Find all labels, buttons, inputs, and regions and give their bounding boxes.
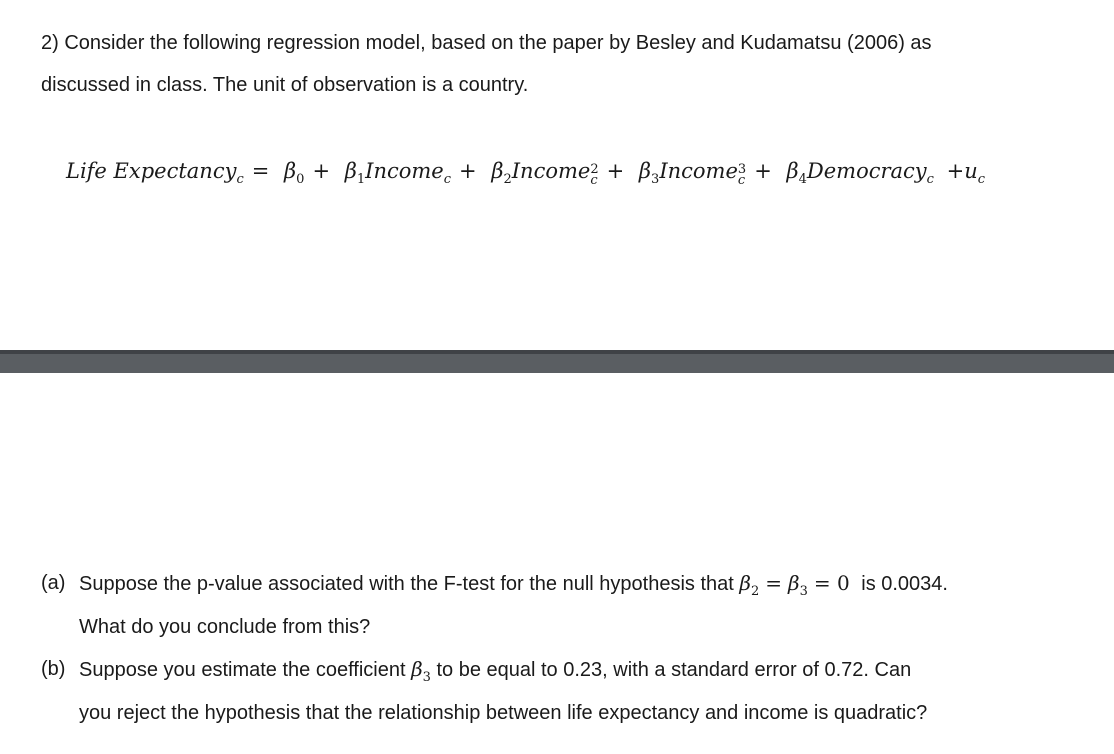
equation-lhs-subscript: c — [236, 172, 244, 188]
part-b-text-start: Suppose you estimate the coefficient — [79, 659, 412, 681]
plus-sign: + — [754, 159, 772, 183]
income-squared-subscript: c — [590, 173, 598, 188]
beta-4-subscript: 4 — [798, 172, 807, 188]
page-break-divider — [0, 350, 1114, 373]
income-term: Income — [365, 159, 444, 183]
democracy-term-subscript: c — [926, 172, 934, 188]
document-page-top — [0, 0, 1114, 350]
income-cubed-superscript: 3 — [737, 162, 747, 177]
beta-4: β — [786, 159, 799, 183]
document-page-bottom — [0, 373, 1114, 754]
part-b-line-1 — [79, 657, 911, 690]
beta-1: β — [344, 159, 357, 183]
part-b-beta-3-subscript: 3 — [422, 670, 431, 685]
plus-sign: + — [606, 159, 625, 183]
equation-equals-sign: = — [251, 159, 270, 183]
part-b-line-2: you reject the hypothesis that the relationship between life expectancy and income is quadratic? — [79, 702, 928, 724]
part-a-beta-3-subscript: 3 — [799, 584, 808, 599]
error-term: u — [964, 159, 978, 183]
part-a-line-1 — [79, 571, 948, 604]
regression-equation — [66, 156, 985, 195]
equation-lhs: Life Expectancy — [66, 159, 237, 183]
part-a-beta-2: β — [739, 571, 751, 595]
beta-1-subscript: 1 — [356, 172, 366, 188]
beta-0-subscript: 0 — [296, 172, 305, 188]
part-a-beta-2-subscript: 2 — [750, 584, 760, 599]
income-squared-superscript: 2 — [590, 162, 599, 177]
beta-2: β — [491, 159, 504, 183]
plus-sign: + — [312, 159, 331, 183]
income-term-subscript: c — [443, 172, 452, 188]
plus-sign: + — [459, 159, 477, 183]
page-break-shadow — [0, 350, 1114, 354]
income-squared-term: Income — [511, 159, 591, 183]
income-cubed-subscript: c — [737, 173, 746, 188]
beta-2-subscript: 2 — [503, 172, 512, 188]
income-cubed-term: Income — [659, 159, 738, 183]
error-term-subscript: c — [977, 172, 986, 188]
part-a-text-start: Suppose the p-value associated with the F-test for the null hypothesis that — [79, 573, 740, 595]
part-a-beta-3: β — [788, 571, 800, 595]
beta-3: β — [638, 159, 652, 183]
part-a-equals-zero: = 0 — [813, 571, 850, 595]
beta-3-subscript: 3 — [651, 172, 660, 188]
plus-sign: + — [946, 159, 965, 183]
part-b-label: (b) — [41, 658, 66, 680]
part-a-line-2: What do you conclude from this? — [79, 616, 371, 638]
part-a-label: (a) — [41, 572, 66, 594]
part-b-text-end: to be equal to 0.23, with a standard error of 0.72. Can — [430, 659, 912, 681]
question-intro-line-2: discussed in class. The unit of observation is a country. — [41, 74, 529, 96]
question-intro-line-1: 2) Consider the following regression model, based on the paper by Besley and Kudamatsu (2006) as — [41, 32, 932, 54]
part-a-text-end: is 0.0034. — [855, 573, 948, 595]
democracy-term: Democracy — [806, 159, 927, 183]
beta-0: β — [284, 159, 297, 183]
part-b-beta-3: β — [411, 657, 423, 681]
part-a-equals: = — [765, 571, 782, 595]
